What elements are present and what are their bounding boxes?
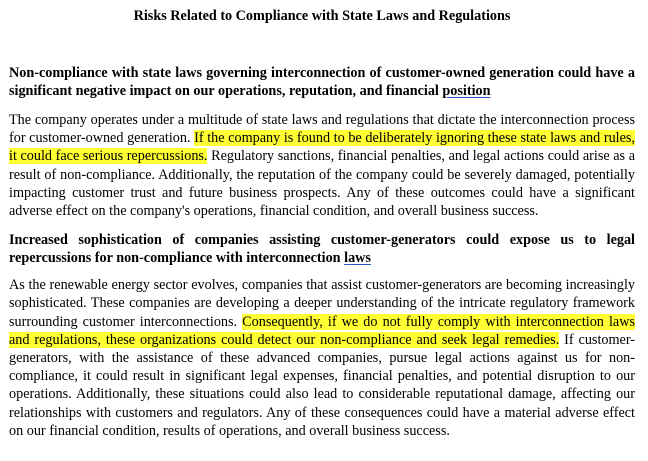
body-text: Regulatory sanctions, financial penalties, and legal actions could arise as a result of non-compliance. Additionally, the reputation of the company could be severely damaged, potentially impacting customer trust and future business prospects. Any of these outcomes could have a significant adverse effect on the company's operations, financial condition, and overall business success. [9,148,635,220]
grammar-flagged-word: position [442,83,491,99]
section-heading-text: Non-compliance with state laws governing interconnection of customer-owned generation could have a significant negative impact on our operations, reputation, and financial [9,65,635,99]
section-heading-text: Increased sophistication of companies assisting customer-generators could expose us to legal repercussions for non-compliance with interconnection [9,232,635,267]
section-body-noncompliance [9,111,635,220]
body-text: As the renewable energy sector evolves, companies that assist customer-generators are becoming increasingly sophisticated. These companies are developing a deeper understanding of the intricate regulatory framework surrounding customer interconnections. [9,277,635,330]
body-text: The company operates under a multitude of state laws and regulations that dictate the interconnection process for customer-owned generation. [9,112,635,147]
highlighted-text: If the company is found to be deliberately ignoring these state laws and rules, it could face serious repercussions. [9,130,635,165]
document-title: Risks Related to Compliance with State Laws and Regulations [133,8,511,24]
document-page [9,0,635,440]
section-body-sophistication [9,276,635,440]
highlighted-text: Consequently, if we do not fully comply with interconnection laws and regulations, these organizations could detect our non-compliance and seek legal remedies. [9,313,636,348]
body-text: If customer-generators, with the assistance of these advanced companies, pursue legal actions against us for non-compliance, it could result in significant legal expenses, financial penalties, and potential disruption to our operations. Additionally, these situations could also lead to considerable reputational damage, affecting our relationships with customers and regulators. Any of these consequences could have a material adverse effect on our financial condition, results of operations, and overall business success. [9,331,635,439]
section-heading-noncompliance [9,64,635,100]
section-heading-sophistication [9,231,635,267]
grammar-flagged-word: laws [344,250,371,267]
